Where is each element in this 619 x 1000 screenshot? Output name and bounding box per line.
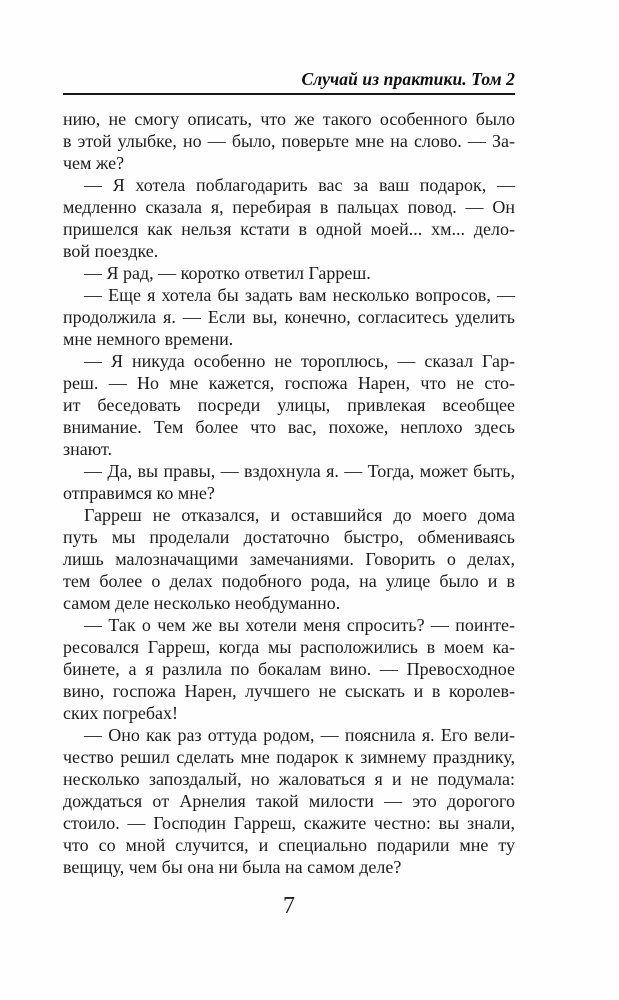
text-line: — Да, вы правы, — вздохнула я. — Тогда, может быть, bbox=[84, 461, 515, 481]
text-line: медленно сказала я, перебирая в пальцах повод. — Он bbox=[63, 197, 515, 217]
text-line: отправимся ко мне? bbox=[63, 483, 215, 503]
paragraph bbox=[63, 284, 515, 350]
text-line: путь мы проделали достаточно быстро, обмениваясь bbox=[63, 527, 515, 547]
running-header-title: Случай из практики. Том 2 bbox=[301, 69, 515, 89]
text-line: ит беседовать посреди улицы, привлекая всеобщее bbox=[63, 395, 515, 415]
text-line: самом деле несколько необдуманно. bbox=[63, 593, 341, 613]
text-line: бинете, а я разлила по бокалам вино. — Превосходное bbox=[63, 659, 515, 679]
paragraph bbox=[63, 614, 515, 724]
text-line: стоило. — Господин Гарреш, скажите честно: вы знали, bbox=[63, 813, 515, 833]
text-line: мне немного времени. bbox=[63, 329, 234, 349]
text-line: продолжила я. — Если вы, конечно, согласитесь уделить bbox=[63, 307, 515, 327]
page-content bbox=[63, 0, 515, 920]
text-line: что со мной случится, и специально подарили мне ту bbox=[63, 835, 515, 855]
text-line: — Так о чем же вы хотели меня спросить? — поинте- bbox=[84, 615, 515, 635]
text-line: — Я хотела поблагодарить вас за ваш подарок, — bbox=[84, 175, 515, 195]
text-line: в этой улыбке, но — было, поверьте мне на слово. — За- bbox=[63, 131, 515, 151]
text-line: вещицу, чем бы она ни была на самом деле? bbox=[63, 857, 402, 877]
page-number: 7 bbox=[283, 893, 295, 919]
text-line: ресовался Гарреш, когда мы расположились в моем ка- bbox=[63, 637, 515, 657]
paragraph bbox=[63, 724, 515, 878]
text-line: — Оно как раз оттуда родом, — пояснила я. Его вели- bbox=[84, 725, 515, 745]
paragraph bbox=[63, 108, 515, 174]
text-line: внимание. Тем более что вас, похоже, неплохо здесь bbox=[63, 417, 515, 437]
text-line: нию, не смогу описать, что же такого особенного было bbox=[63, 109, 515, 129]
paragraph bbox=[63, 174, 515, 262]
text-line: тем более о делах подобного рода, на улице было и в bbox=[63, 571, 515, 591]
paragraph bbox=[63, 460, 515, 504]
text-line: пришелся как нельзя кстати в одной моей... хм... дело- bbox=[63, 219, 515, 239]
text-line: Гарреш не отказался, и оставшийся до моего дома bbox=[84, 505, 515, 525]
text-line: чем же? bbox=[63, 153, 125, 173]
text-line: несколько запоздалый, но жаловаться я и не подумала: bbox=[63, 769, 515, 789]
text-line: знают. bbox=[63, 439, 112, 459]
text-line: вино, госпожа Нарен, лучшего не сыскать и в королев- bbox=[63, 681, 515, 701]
text-line: ских погребах! bbox=[63, 703, 179, 723]
paragraph bbox=[63, 350, 515, 460]
text-line: — Я никуда особенно не тороплюсь, — сказал Гар- bbox=[84, 351, 515, 371]
text-line: лишь малозначащими замечаниями. Говорить о делах, bbox=[63, 549, 515, 569]
text-line: чество решил сделать мне подарок к зимнему празднику, bbox=[63, 747, 515, 767]
header-rule bbox=[63, 93, 515, 95]
text-line: — Я рад, — коротко ответил Гарреш. bbox=[84, 263, 371, 283]
body-text bbox=[63, 108, 515, 878]
text-line: реш. — Но мне кажется, госпожа Нарен, что не сто- bbox=[63, 373, 515, 393]
paragraph bbox=[63, 504, 515, 614]
text-line: дождаться от Арнелия такой милости — это дорогого bbox=[63, 791, 515, 811]
text-line: — Еще я хотела бы задать вам несколько вопросов, — bbox=[84, 285, 515, 305]
text-line: вой поездке. bbox=[63, 241, 159, 261]
paragraph bbox=[63, 262, 515, 284]
